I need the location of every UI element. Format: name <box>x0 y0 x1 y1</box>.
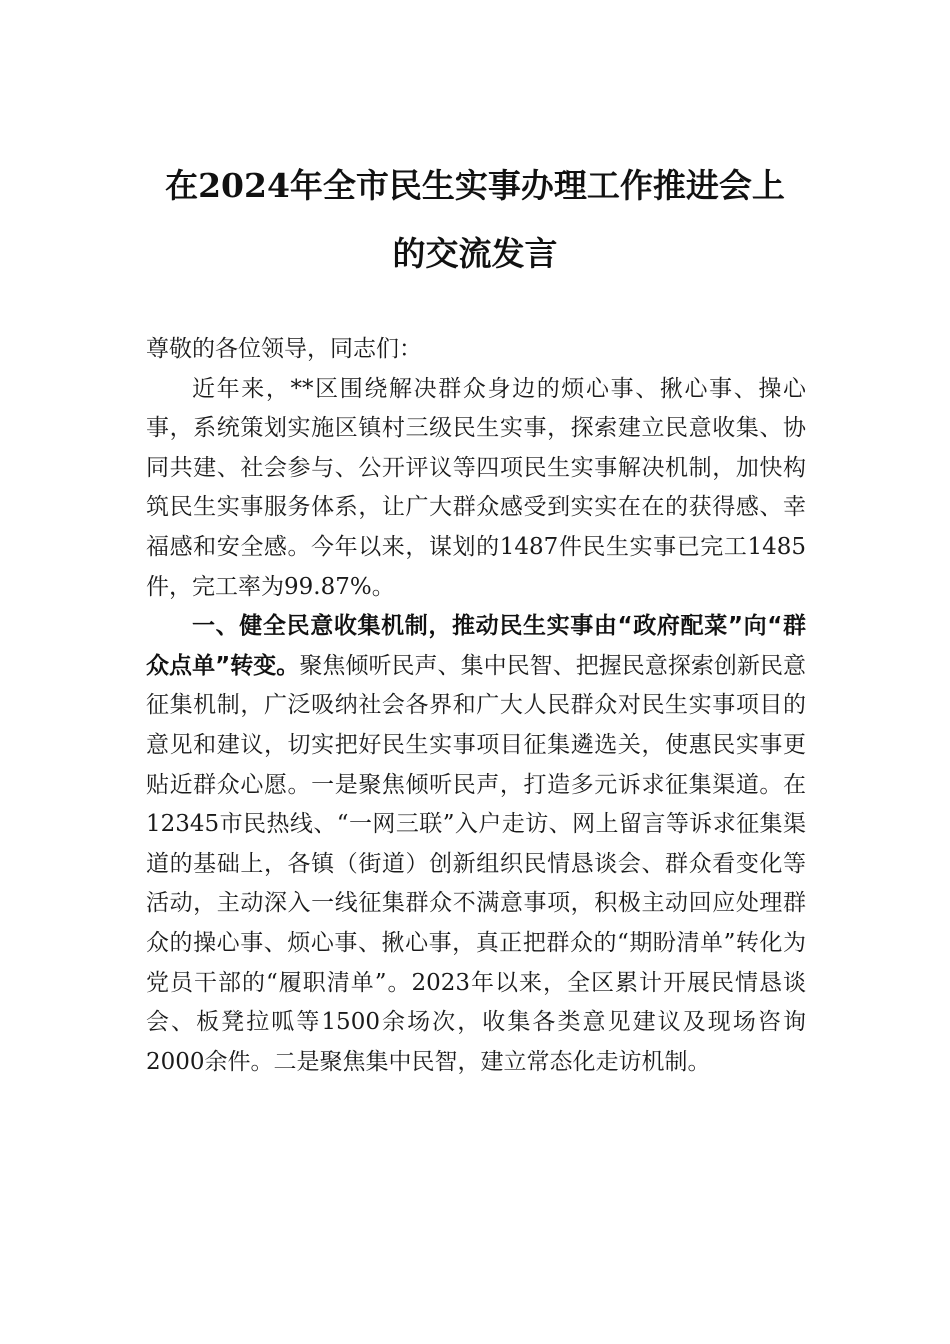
intro-paragraph: 近年来，**区围绕解决群众身边的烦心事、揪心事、操心事，系统策划实施区镇村三级民生实事，探索建立民意收集、协同共建、社会参与、公开评议等四项民生实事解决机制，加快构筑民生实事服务体系，让广大群众感受到实实在在的获得感、幸福感和安全感。今年以来，谋划的1487件民生实事已完工1485件，完工率为99.87%。 <box>146 375 806 600</box>
document-title-line-2: 的交流发言 <box>392 234 558 273</box>
section-1-paragraph <box>146 607 806 1082</box>
greeting: 尊敬的各位领导，同志们： <box>146 336 422 362</box>
document-title-line-1: 在2024年全市民生实事办理工作推进会上 <box>165 166 785 205</box>
document-body <box>146 330 806 1082</box>
section-1-body: 聚焦倾听民声、集中民智、把握民意探索创新民意征集机制，广泛吸纳社会各界和广大人民群众对民生实事项目的意见和建议，切实把好民生实事项目征集遴选关，使惠民实事更贴近群众心愿。一是聚焦倾听民声，打造多元诉求征集渠道。在12345市民热线、“一网三联”入户走访、网上留言等诉求征集渠道的基础上，各镇（街道）创新组织民情恳谈会、群众看变化等活动，主动深入一线征集群众不满意事项，积极主动回应处理群众的操心事、烦心事、揪心事，真正把群众的“期盼清单”转化为党员干部的“履职清单”。2023年以来，全区累计开展民情恳谈会、板凳拉呱等1500余场次，收集各类意见建议及现场咨询2000余件。二是聚焦集中民智，建立常态化走访机制。 <box>146 652 806 1075</box>
section-1-heading: 一、健全民意收集机制，推动民生实事由“政府配菜”向“群众点单”转变。 <box>146 613 806 679</box>
